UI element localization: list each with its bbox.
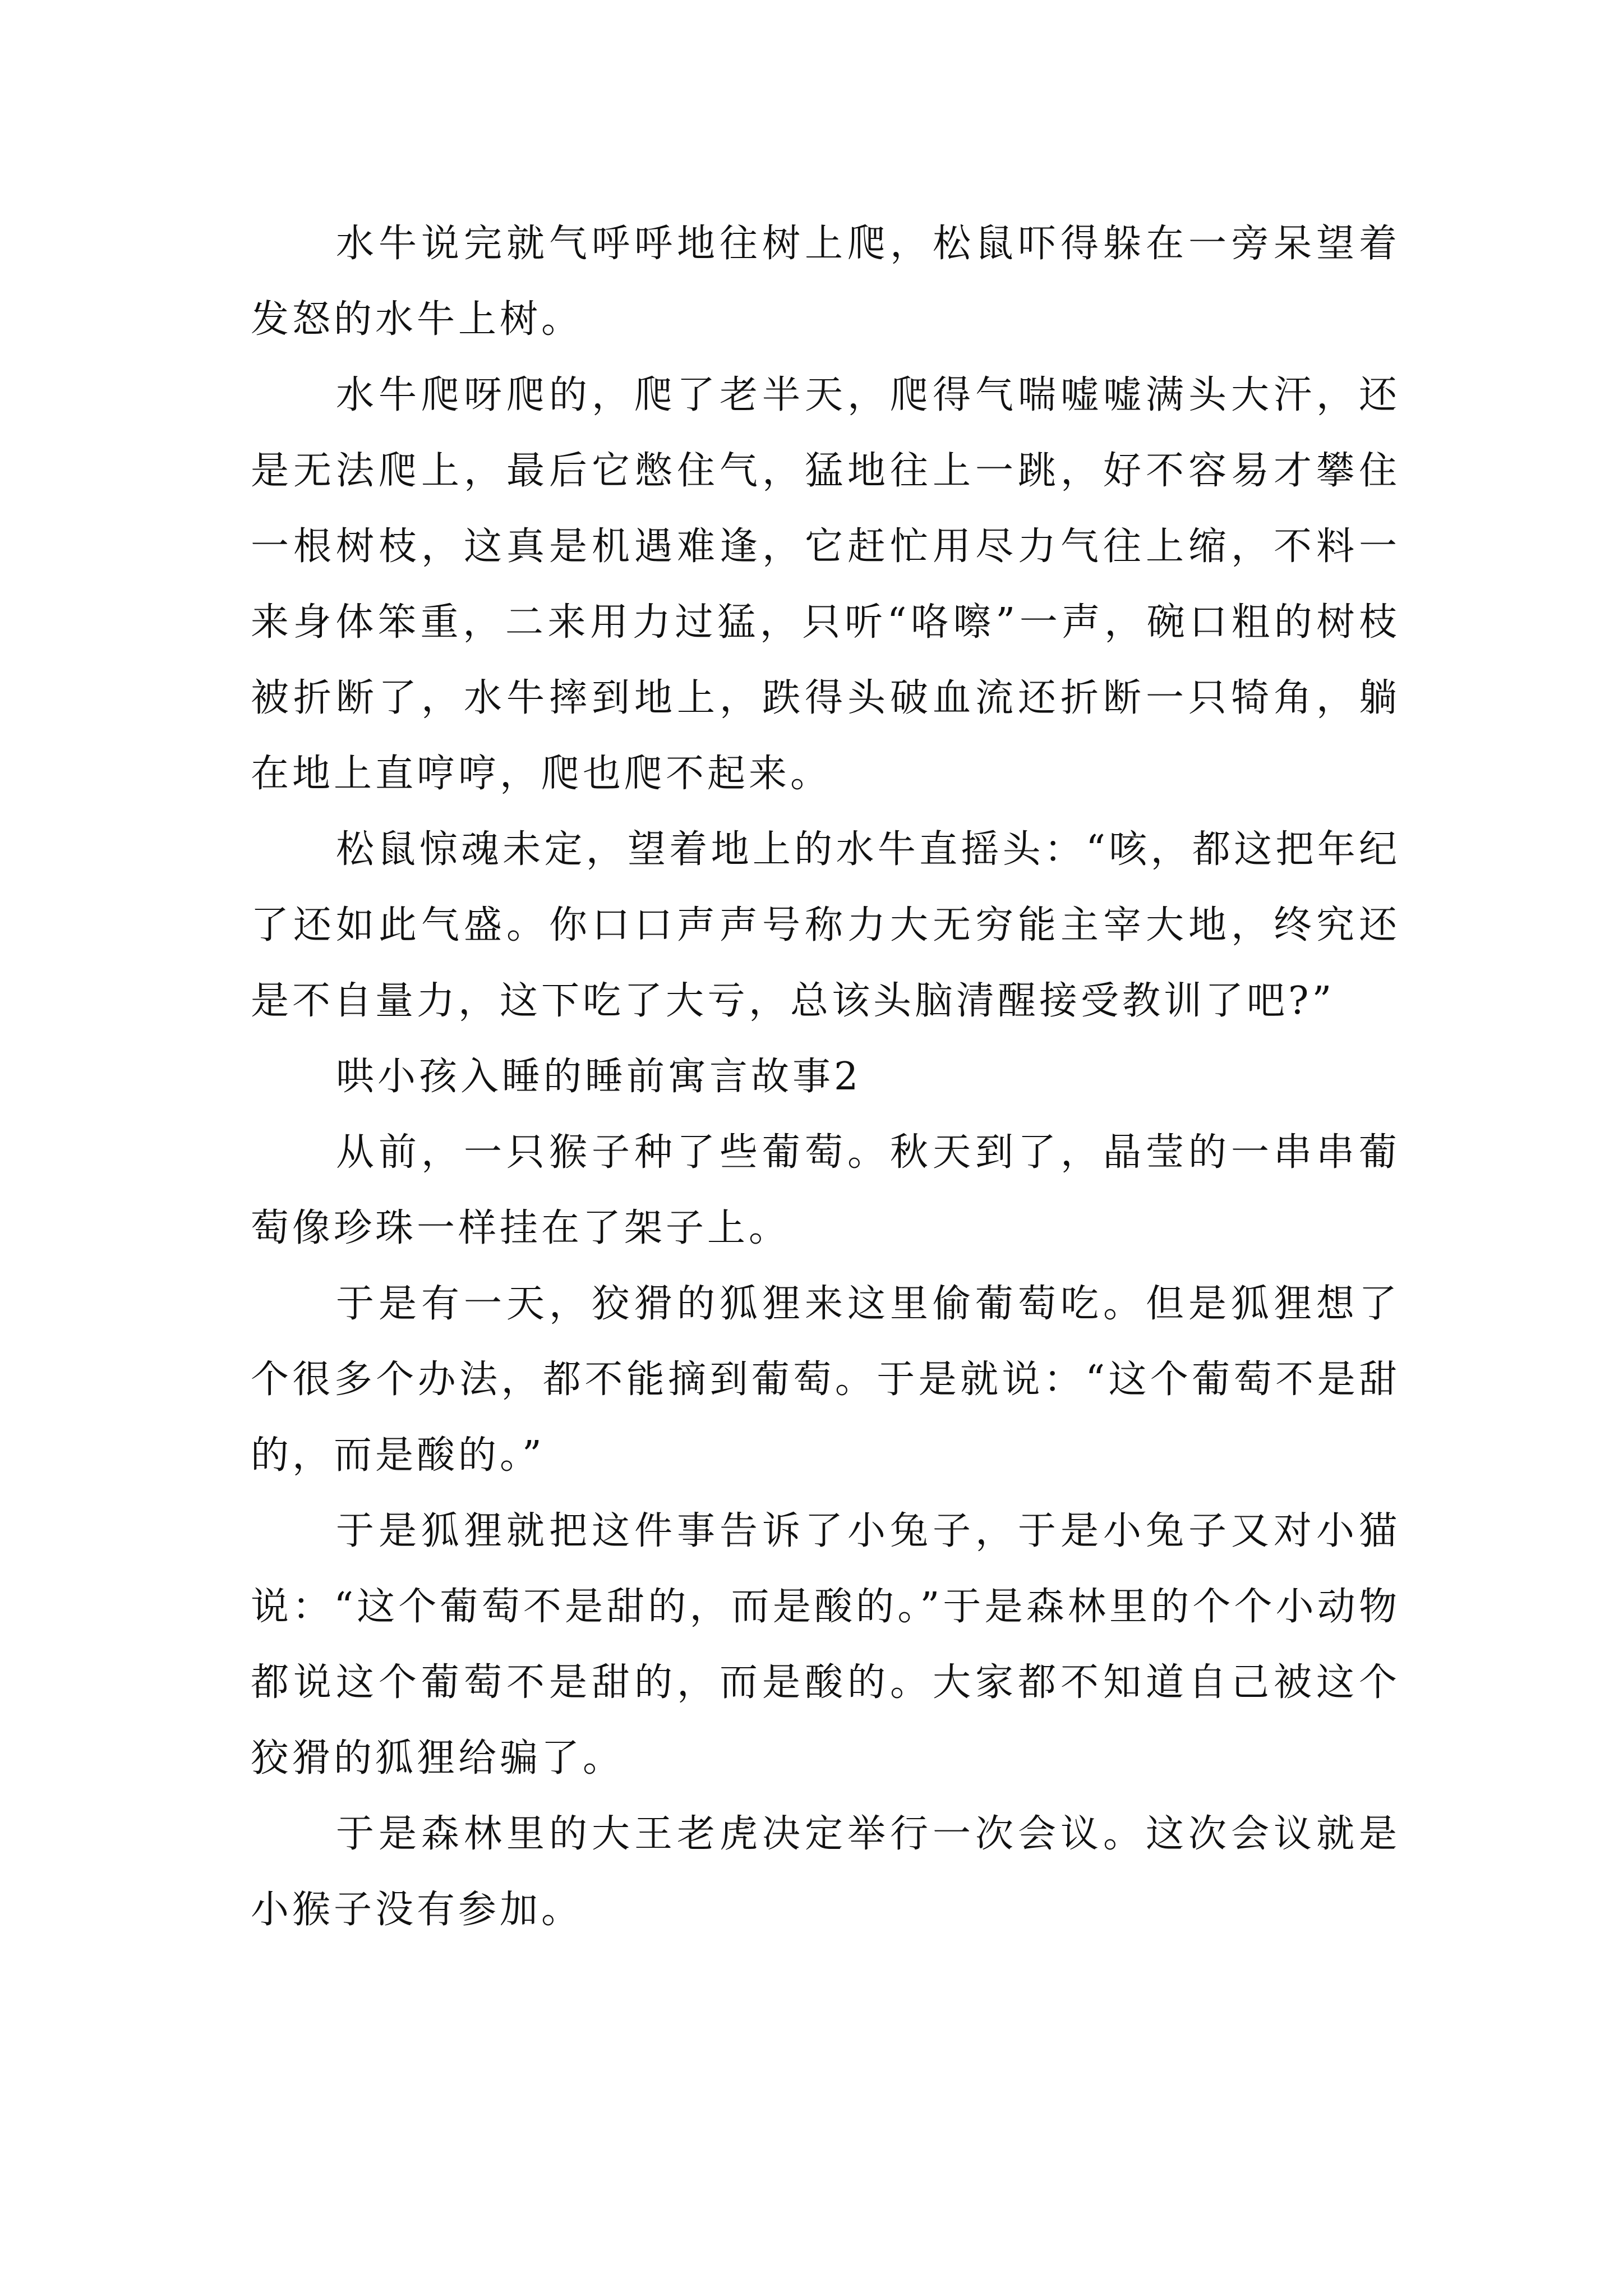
paragraph-monkey-grapes: 从前，一只猴子种了些葡萄。秋天到了，晶莹的一串串葡萄像珍珠一样挂在了架子上。	[251, 1130, 1400, 1250]
paragraph-rumor-spreads: 于是狐狸就把这件事告诉了小兔子，于是小兔子又对小猫说：“这个葡萄不是甜的，而是酸的。”于是森林里的个个小动物都说这个葡萄不是甜的，而是酸的。大家都不知道自己被这个狡猾的狐狸给骗了。	[251, 1509, 1400, 1780]
paragraph-tiger-meeting: 于是森林里的大王老虎决定举行一次会议。这次会议就是小猴子没有参加。	[251, 1812, 1400, 1932]
document-body	[251, 206, 1400, 1948]
paragraph-squirrel-remark: 松鼠惊魂未定，望着地上的水牛直摇头：“咳，都这把年纪了还如此气盛。你口口声声号称力大无穷能主宰大地，终究还是不自量力，这下吃了大亏，总该头脑清醒接受教训了吧?”	[251, 827, 1400, 1023]
story-heading: 哄小孩入睡的睡前寓言故事2	[336, 1055, 862, 1099]
paragraph-buffalo-falls: 水牛爬呀爬的，爬了老半天，爬得气喘嘘嘘满头大汗，还是无法爬上，最后它憋住气，猛地往上一跳，好不容易才攀住一根树枝，这真是机遇难逢，它赶忙用尽力气往上缩，不料一来身体笨重，二来用力过猛，只听“咯嚓”一声，碗口粗的树枝被折断了，水牛摔到地上，跌得头破血流还折断一只犄角，躺在地上直哼哼，爬也爬不起来。	[251, 373, 1400, 796]
paragraph-buffalo-climbs: 水牛说完就气呼呼地往树上爬，松鼠吓得躲在一旁呆望着发怒的水牛上树。	[251, 222, 1400, 342]
paragraph-fox-steals: 于是有一天，狡猾的狐狸来这里偷葡萄吃。但是狐狸想了个很多个办法，都不能摘到葡萄。于是就说：“这个葡萄不是甜的，而是酸的。”	[251, 1282, 1400, 1478]
